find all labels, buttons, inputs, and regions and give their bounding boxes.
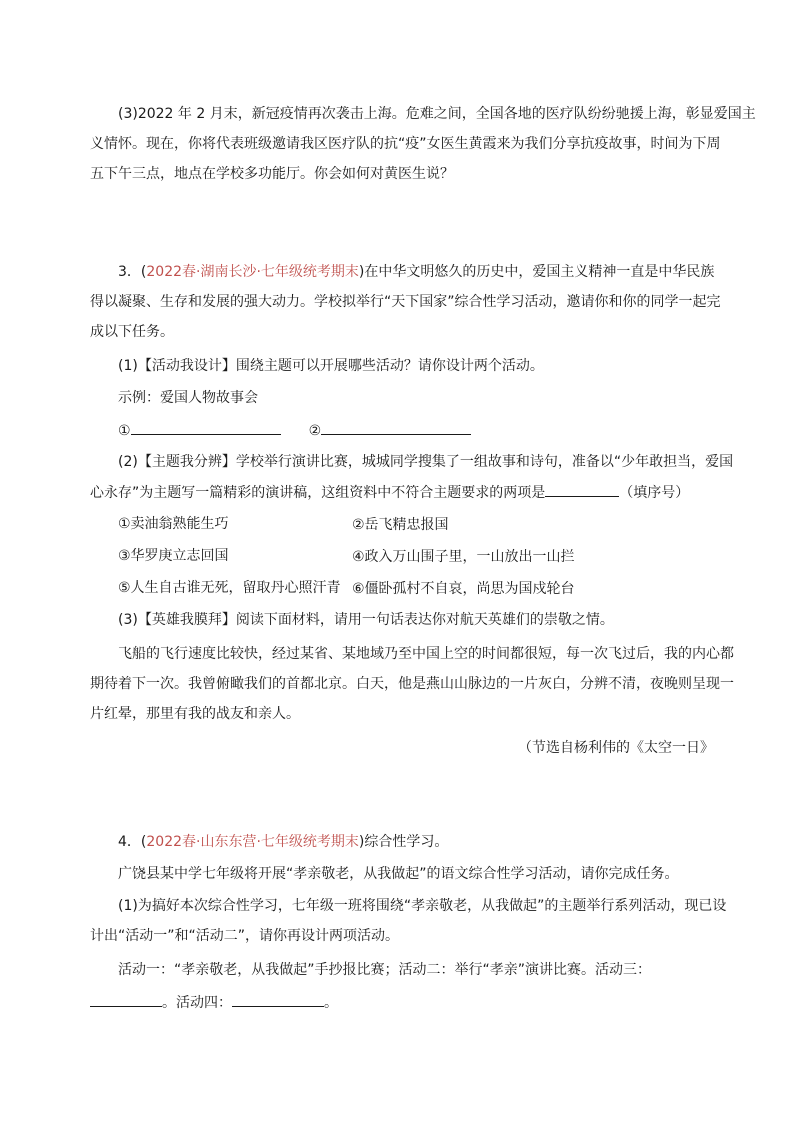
q3-part3: (3)【英雄我膜拜】阅读下面材料，请用一句话表达你对航天英雄们的崇敬之情。 bbox=[118, 612, 614, 628]
q3-passage-line1: 飞船的飞行速度比较快，经过某省、某地域乃至中国上空的时间都很短，每一次飞过后，我的内心都 bbox=[118, 646, 734, 662]
q4-answer-blank-activity3[interactable] bbox=[90, 992, 162, 1007]
q3-blank1-label: ① bbox=[118, 423, 131, 439]
q3-heading-text: )在中华文明悠久的历史中，爱国主义精神一直是中华民族 bbox=[358, 264, 715, 280]
q-prev-sub3-line2: 义情怀。现在，你将代表班级邀请我区医疗队的抗“疫”女医生黄霞来为我们分享抗疫故事，时间为下周 bbox=[90, 136, 721, 152]
q4-number: 4．( bbox=[118, 834, 147, 850]
q3-option-4: ④政入万山围子里，一山放出一山拦 bbox=[352, 549, 575, 565]
q4-blank-row bbox=[90, 992, 338, 1013]
q3-line2: 得以凝聚、生存和发展的强大动力。学校拟举行“天下国家”综合性学习活动，邀请你和你的同学一起完 bbox=[90, 294, 721, 310]
q3-option-3: ③华罗庚立志回国 bbox=[118, 548, 229, 564]
q3-option-6: ⑥僵卧孤村不自哀，尚思为国戍轮台 bbox=[352, 581, 575, 597]
q3-passage-line3: 片红晕，那里有我的战友和亲人。 bbox=[90, 706, 300, 722]
q3-answer-blank-1[interactable] bbox=[131, 420, 281, 435]
q3-part2-line2-text: 心永存”为主题写一篇精彩的演讲稿，这组资料中不符合主题要求的两项是 bbox=[90, 485, 546, 501]
q3-heading bbox=[118, 262, 714, 282]
q3-example: 示例：爱国人物故事会 bbox=[118, 390, 258, 406]
q4-intro: 广饶县某中学七年级将开展“孝亲敬老，从我做起”的语文综合性学习活动，请你完成任务。 bbox=[118, 866, 679, 882]
q4-part1-line1: (1)为搞好本次综合性学习，七年级一班将围绕“孝亲敬老，从我做起”的主题举行系列活动，现已设 bbox=[118, 898, 727, 914]
q3-source: 2022春·湖南长沙·七年级统考期末 bbox=[146, 264, 359, 280]
q3-blank2-label: ② bbox=[308, 423, 322, 439]
q3-options-row1 bbox=[118, 514, 229, 534]
q3-option-2: ②岳飞精忠报国 bbox=[352, 517, 449, 533]
q4-heading-text: )综合性学习。 bbox=[358, 834, 449, 850]
q3-answer-blank-3[interactable] bbox=[545, 482, 619, 497]
q-prev-sub3-line3: 五下午三点，地点在学校多功能厅。你会如何对黄医生说？ bbox=[90, 166, 454, 182]
q3-line3: 成以下任务。 bbox=[90, 324, 174, 340]
q3-passage-line2: 期待着下一次。我曾俯瞰我们的首都北京。白天，他是燕山山脉边的一片灰白，分辨不清，夜晚则呈现一 bbox=[90, 676, 734, 692]
q3-answer-blank-2[interactable] bbox=[321, 420, 471, 435]
q4-activities-line: 活动一：“孝亲敬老，从我做起”手抄报比赛；活动二：举行“孝亲”演讲比赛。活动三： bbox=[118, 962, 652, 978]
q3-part2-fill-hint: （填序号） bbox=[619, 485, 690, 501]
q3-part1: (1)【活动我设计】围绕主题可以开展哪些活动？请你设计两个活动。 bbox=[118, 358, 544, 374]
q3-part2-line1: (2)【主题我分辨】学校举行演讲比赛，城城同学搜集了一组故事和诗句，准备以“少年敢担当，爱国 bbox=[118, 454, 734, 470]
q4-end-mark: 。 bbox=[324, 995, 338, 1011]
q-prev-sub3-line1: (3)2022 年 2 月末，新冠疫情再次袭击上海。危难之间，全国各地的医疗队纷纷驰援上海，彰显爱国主 bbox=[118, 106, 756, 122]
q4-source: 2022春·山东东营·七年级统考期末 bbox=[146, 834, 359, 850]
q4-heading bbox=[118, 832, 448, 852]
q4-answer-blank-activity4[interactable] bbox=[232, 992, 324, 1007]
q3-option-1: ①卖油翁熟能生巧 bbox=[118, 516, 229, 532]
q3-part2-line2 bbox=[90, 482, 689, 503]
q4-part1-line2: 计出“活动一”和“活动二”，请你再设计两项活动。 bbox=[90, 928, 400, 944]
q4-activity4-label: 。活动四： bbox=[162, 995, 232, 1011]
q3-blank-row bbox=[118, 420, 471, 441]
q3-number: 3．( bbox=[118, 264, 147, 280]
q3-attribution: （节选自杨利伟的《太空一日》 bbox=[518, 740, 714, 756]
q3-option-5: ⑤人生自古谁无死，留取丹心照汗青 bbox=[118, 580, 341, 596]
